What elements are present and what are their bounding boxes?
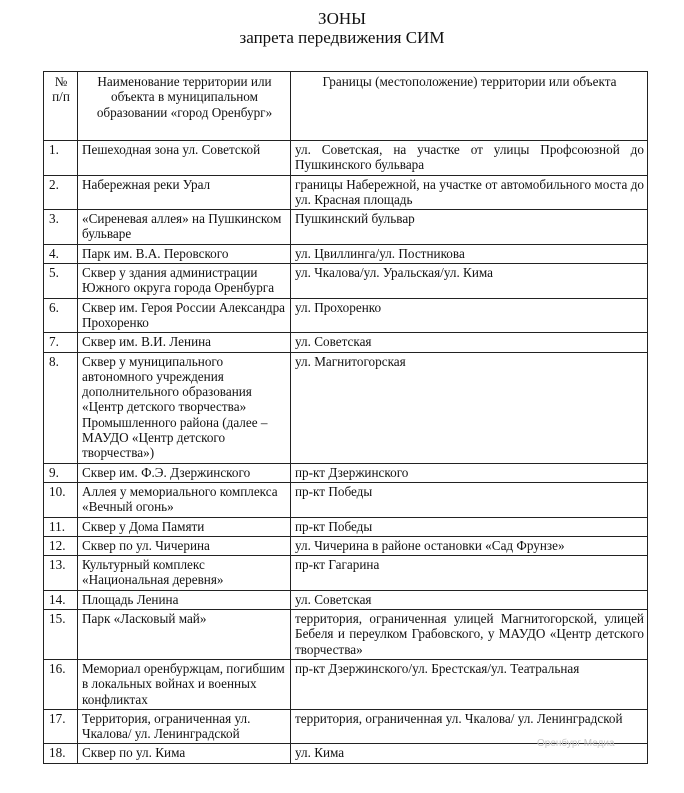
row-number: 11. bbox=[44, 517, 78, 536]
table-row bbox=[44, 333, 648, 352]
zones-table bbox=[43, 71, 648, 764]
row-bounds: ул. Советская bbox=[291, 333, 648, 352]
row-name: Площадь Ленина bbox=[78, 590, 291, 609]
row-bounds: ул. Советская, на участке от улицы Профсоюзной до Пушкинского бульвара bbox=[291, 141, 648, 176]
row-name: «Сиреневая аллея» на Пушкинском бульваре bbox=[78, 210, 291, 245]
row-name: Пешеходная зона ул. Советской bbox=[78, 141, 291, 176]
table-row bbox=[44, 141, 648, 176]
row-number: 10. bbox=[44, 482, 78, 517]
table-row bbox=[44, 536, 648, 555]
row-bounds: ул. Прохоренко bbox=[291, 298, 648, 333]
table-row bbox=[44, 659, 648, 709]
row-bounds: ул. Магнитогорская bbox=[291, 352, 648, 463]
row-number: 13. bbox=[44, 556, 78, 591]
row-name: Сквер у муниципального автономного учреждения дополнительного образования «Центр детского творчества» Промышленного района (далее – МАУДО «Центр детского творчества») bbox=[78, 352, 291, 463]
row-number: 16. bbox=[44, 659, 78, 709]
row-bounds: ул. Цвиллинга/ул. Постникова bbox=[291, 244, 648, 263]
table-row bbox=[44, 264, 648, 299]
row-number: 9. bbox=[44, 463, 78, 482]
header-bounds: Границы (местоположение) территории или объекта bbox=[291, 72, 648, 141]
row-name: Сквер им. Героя России Александра Прохоренко bbox=[78, 298, 291, 333]
row-bounds: территория, ограниченная ул. Чкалова/ ул. Ленинградской bbox=[291, 709, 648, 744]
row-name: Сквер у здания администрации Южного округа города Оренбурга bbox=[78, 264, 291, 299]
row-number: 2. bbox=[44, 175, 78, 210]
row-number: 3. bbox=[44, 210, 78, 245]
header-name: Наименование территории или объекта в муниципальном образовании «город Оренбург» bbox=[78, 72, 291, 141]
row-number: 6. bbox=[44, 298, 78, 333]
table-row bbox=[44, 517, 648, 536]
table-row bbox=[44, 556, 648, 591]
row-name: Парк им. В.А. Перовского bbox=[78, 244, 291, 263]
row-name: Территория, ограниченная ул. Чкалова/ ул. Ленинградской bbox=[78, 709, 291, 744]
row-name: Сквер им. Ф.Э. Дзержинского bbox=[78, 463, 291, 482]
table-row bbox=[44, 610, 648, 660]
row-number: 15. bbox=[44, 610, 78, 660]
table-row bbox=[44, 463, 648, 482]
table-row bbox=[44, 210, 648, 245]
table-header-row bbox=[44, 72, 648, 141]
row-name: Сквер по ул. Кима bbox=[78, 744, 291, 763]
row-name: Сквер у Дома Памяти bbox=[78, 517, 291, 536]
table-row bbox=[44, 590, 648, 609]
row-number: 18. bbox=[44, 744, 78, 763]
row-bounds: границы Набережной, на участке от автомобильного моста до ул. Красная площадь bbox=[291, 175, 648, 210]
table-row bbox=[44, 298, 648, 333]
row-name: Культурный комплекс «Национальная деревня» bbox=[78, 556, 291, 591]
row-name: Сквер им. В.И. Ленина bbox=[78, 333, 291, 352]
table-row bbox=[44, 244, 648, 263]
watermark: Оренбург Медиа bbox=[537, 738, 615, 749]
row-bounds: ул. Кима bbox=[291, 744, 648, 763]
title-line-1: ЗОНЫ bbox=[318, 9, 366, 28]
row-bounds: пр-кт Победы bbox=[291, 517, 648, 536]
table-row bbox=[44, 482, 648, 517]
table-row bbox=[44, 175, 648, 210]
row-number: 17. bbox=[44, 709, 78, 744]
row-bounds: пр-кт Победы bbox=[291, 482, 648, 517]
row-bounds: территория, ограниченная улицей Магнитогорской, улицей Бебеля и переулком Грабовского, у МАУДО «Центр детского творчества» bbox=[291, 610, 648, 660]
row-name: Аллея у мемориального комплекса «Вечный огонь» bbox=[78, 482, 291, 517]
title-line-2: запрета передвижения СИМ bbox=[239, 28, 445, 47]
row-name: Сквер по ул. Чичерина bbox=[78, 536, 291, 555]
row-name: Мемориал оренбуржцам, погибшим в локальных войнах и военных конфликтах bbox=[78, 659, 291, 709]
row-number: 4. bbox=[44, 244, 78, 263]
row-bounds: пр-кт Дзержинского/ул. Брестская/ул. Театральная bbox=[291, 659, 648, 709]
row-bounds: ул. Советская bbox=[291, 590, 648, 609]
row-bounds: ул. Чичерина в районе остановки «Сад Фрунзе» bbox=[291, 536, 648, 555]
row-bounds: Пушкинский бульвар bbox=[291, 210, 648, 245]
row-bounds: ул. Чкалова/ул. Уральская/ул. Кима bbox=[291, 264, 648, 299]
row-name: Парк «Ласковый май» bbox=[78, 610, 291, 660]
row-name: Набережная реки Урал bbox=[78, 175, 291, 210]
row-number: 12. bbox=[44, 536, 78, 555]
table-row bbox=[44, 352, 648, 463]
row-number: 14. bbox=[44, 590, 78, 609]
header-number: № п/п bbox=[44, 72, 78, 141]
row-bounds: пр-кт Гагарина bbox=[291, 556, 648, 591]
row-number: 8. bbox=[44, 352, 78, 463]
row-bounds: пр-кт Дзержинского bbox=[291, 463, 648, 482]
row-number: 1. bbox=[44, 141, 78, 176]
row-number: 5. bbox=[44, 264, 78, 299]
row-number: 7. bbox=[44, 333, 78, 352]
document-title bbox=[0, 9, 684, 47]
